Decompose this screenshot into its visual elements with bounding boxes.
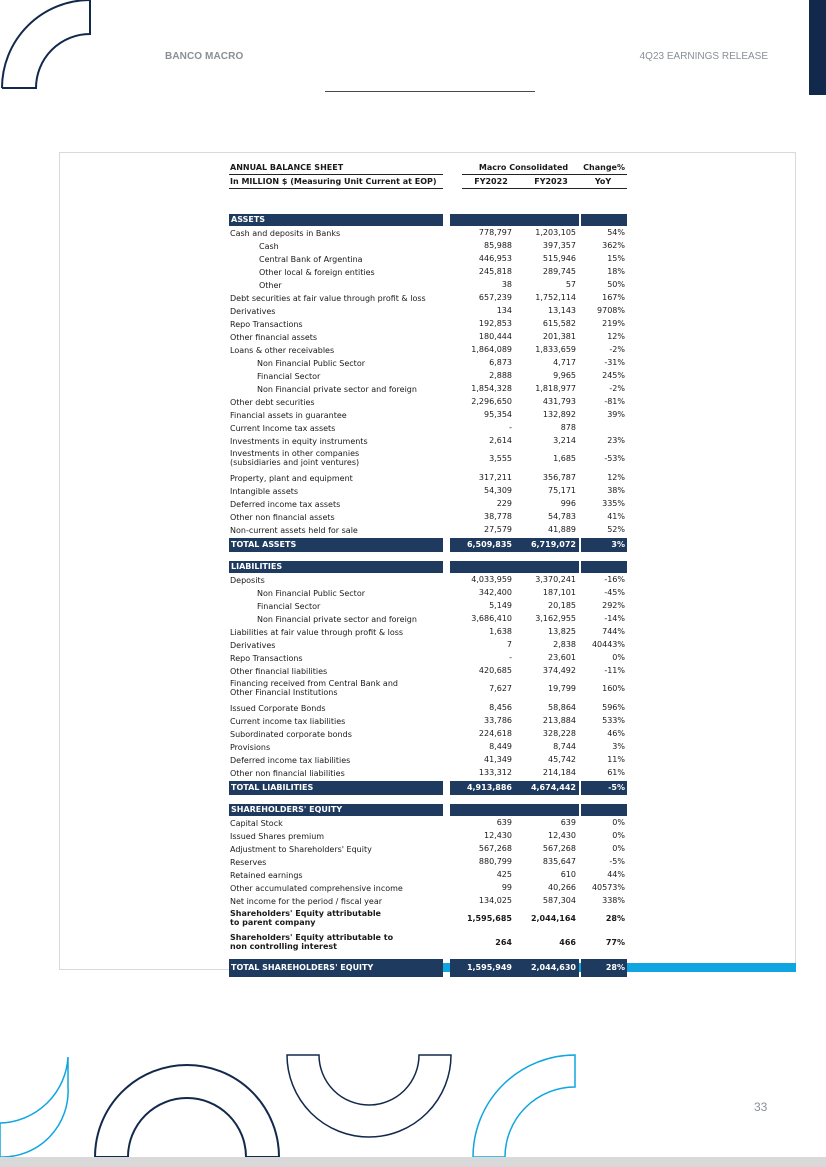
value-fy2023: 9,965 xyxy=(553,371,576,380)
report-title: 4Q23 EARNINGS RELEASE xyxy=(639,51,768,62)
value-change: -31% xyxy=(604,358,625,367)
table-row xyxy=(229,599,627,612)
table-row xyxy=(229,447,627,471)
value-change: 50% xyxy=(607,280,625,289)
value-fy2022: 4,033,959 xyxy=(471,575,512,584)
value-change: 77% xyxy=(605,938,625,947)
table-row xyxy=(229,291,627,304)
total-change: 28% xyxy=(605,963,625,972)
value-change: -16% xyxy=(604,575,625,584)
table-title: ANNUAL BALANCE SHEET xyxy=(230,163,344,172)
value-fy2023: 3,162,955 xyxy=(535,614,576,623)
total-liabilities-row xyxy=(229,781,627,795)
section-equity xyxy=(229,804,627,816)
table-row xyxy=(229,612,627,625)
value-fy2022: 6,873 xyxy=(489,358,512,367)
value-fy2023: 23,601 xyxy=(548,653,576,662)
value-fy2022: 264 xyxy=(495,938,512,947)
col-yoy: YoY xyxy=(594,177,612,186)
row-label: Current income tax liabilities xyxy=(230,717,346,726)
value-change: 54% xyxy=(607,228,625,237)
table-header-row-2 xyxy=(229,176,627,190)
table-row xyxy=(229,868,627,881)
value-fy2023: 2,044,164 xyxy=(530,914,576,923)
value-fy2022: 7 xyxy=(506,640,512,649)
row-label: Central Bank of Argentina xyxy=(259,255,363,264)
table-row xyxy=(229,395,627,408)
row-label: Non Financial private sector and foreign xyxy=(257,615,417,624)
row-label: Capital Stock xyxy=(230,819,283,828)
value-change: 12% xyxy=(607,332,625,341)
row-label: Financial Sector xyxy=(257,372,321,381)
table-row xyxy=(229,382,627,395)
value-fy2022: - xyxy=(509,653,512,662)
value-fy2023: 12,430 xyxy=(548,831,576,840)
value-change: 44% xyxy=(607,870,625,879)
value-fy2023: 1,818,977 xyxy=(535,384,576,393)
value-change: 18% xyxy=(607,267,625,276)
table-row xyxy=(229,727,627,740)
value-change: -11% xyxy=(604,666,625,675)
value-change: 533% xyxy=(602,716,625,725)
value-fy2023: 878 xyxy=(560,423,576,432)
row-label: Non Financial Public Sector xyxy=(257,359,366,368)
value-fy2023: 1,833,659 xyxy=(535,345,576,354)
value-fy2023: 20,185 xyxy=(548,601,576,610)
total-fy2023: 4,674,442 xyxy=(530,783,576,792)
value-fy2023: 19,799 xyxy=(548,684,576,693)
value-fy2023: 54,783 xyxy=(548,512,576,521)
value-fy2022: 1,595,685 xyxy=(466,914,512,923)
value-fy2023: 1,685 xyxy=(553,454,576,463)
table-row xyxy=(229,625,627,638)
value-change: 167% xyxy=(602,293,625,302)
table-row xyxy=(229,740,627,753)
table-row xyxy=(229,677,627,701)
row-label: Non-current assets held for sale xyxy=(230,526,358,535)
decorative-arc-graphic xyxy=(0,0,140,100)
value-fy2022: 1,638 xyxy=(489,627,512,636)
value-fy2022: 8,456 xyxy=(489,703,512,712)
value-change: 245% xyxy=(602,371,625,380)
row-label: Financing received from Central Bank and Other Financial Institutions xyxy=(230,679,398,697)
table-row xyxy=(229,265,627,278)
value-fy2022: 33,786 xyxy=(484,716,512,725)
value-fy2022: 245,818 xyxy=(478,267,512,276)
row-label: Other debt securities xyxy=(230,398,315,407)
table-row xyxy=(229,664,627,677)
decorative-bottom-arcs xyxy=(0,1053,580,1157)
value-fy2022: 134 xyxy=(496,306,512,315)
value-fy2022: 192,853 xyxy=(478,319,512,328)
value-fy2023: 213,884 xyxy=(542,716,576,725)
value-fy2023: 515,946 xyxy=(542,254,576,263)
row-label: Shareholders' Equity attributable to parent company xyxy=(230,909,381,927)
value-change: 0% xyxy=(612,831,625,840)
row-label: Cash xyxy=(259,242,279,251)
bank-name: BANCO MACRO xyxy=(165,51,244,62)
value-change: -2% xyxy=(609,345,625,354)
value-fy2022: 3,686,410 xyxy=(471,614,512,623)
row-label: Liabilities at fair value through profit & loss xyxy=(230,628,404,637)
value-fy2023: 289,745 xyxy=(542,267,576,276)
value-fy2023: 639 xyxy=(560,818,576,827)
value-fy2023: 328,228 xyxy=(542,729,576,738)
value-fy2023: 615,582 xyxy=(542,319,576,328)
value-change: 9708% xyxy=(597,306,625,315)
value-change: 11% xyxy=(607,755,625,764)
header-rule xyxy=(325,91,535,92)
value-fy2022: 12,430 xyxy=(484,831,512,840)
row-label: Investments in other companies (subsidiaries and joint ventures) xyxy=(230,449,360,467)
total-fy2022: 1,595,949 xyxy=(466,963,512,972)
table-row xyxy=(229,816,627,829)
total-label: TOTAL ASSETS xyxy=(231,540,297,549)
value-fy2022: 38 xyxy=(501,280,512,289)
table-row xyxy=(229,638,627,651)
row-label: Other non financial liabilities xyxy=(230,769,345,778)
balance-sheet-table xyxy=(229,162,627,977)
table-row xyxy=(229,881,627,894)
row-label: Other financial assets xyxy=(230,333,318,342)
value-fy2022: 133,312 xyxy=(478,768,512,777)
value-fy2023: 397,357 xyxy=(542,241,576,250)
row-label: Derivatives xyxy=(230,307,276,316)
table-row xyxy=(229,356,627,369)
table-row xyxy=(229,855,627,868)
row-label: Repo Transactions xyxy=(230,320,303,329)
value-change: -53% xyxy=(604,454,625,463)
section-liabilities xyxy=(229,561,627,573)
table-row xyxy=(229,252,627,265)
row-label: Other non financial assets xyxy=(230,513,335,522)
table-row xyxy=(229,408,627,421)
value-fy2023: 3,370,241 xyxy=(535,575,576,584)
value-fy2023: 8,744 xyxy=(553,742,576,751)
value-fy2022: 2,888 xyxy=(489,371,512,380)
row-label: Derivatives xyxy=(230,641,276,650)
value-fy2022: 180,444 xyxy=(478,332,512,341)
value-change: 40573% xyxy=(591,883,625,892)
row-label: Retained earnings xyxy=(230,871,303,880)
row-label: Loans & other receivables xyxy=(230,346,335,355)
value-change: 338% xyxy=(602,896,625,905)
table-row xyxy=(229,421,627,434)
table-row xyxy=(229,343,627,356)
row-label: Cash and deposits in Banks xyxy=(230,229,341,238)
row-label: Deferred income tax liabilities xyxy=(230,756,351,765)
value-change: 596% xyxy=(602,703,625,712)
table-row xyxy=(229,278,627,291)
table-row xyxy=(229,829,627,842)
section-title: SHAREHOLDERS' EQUITY xyxy=(231,805,343,814)
page-number: 33 xyxy=(754,1100,768,1114)
value-fy2023: 132,892 xyxy=(542,410,576,419)
table-header-row-1 xyxy=(229,162,627,176)
value-fy2022: - xyxy=(509,423,512,432)
value-change: 28% xyxy=(605,914,625,923)
value-fy2023: 40,266 xyxy=(548,883,576,892)
total-fy2022: 4,913,886 xyxy=(466,783,512,792)
value-fy2023: 13,143 xyxy=(548,306,576,315)
value-fy2023: 201,381 xyxy=(542,332,576,341)
row-label: Subordinated corporate bonds xyxy=(230,730,352,739)
total-fy2023: 2,044,630 xyxy=(530,963,576,972)
value-fy2022: 880,799 xyxy=(478,857,512,866)
row-label: Repo Transactions xyxy=(230,654,303,663)
table-row xyxy=(229,714,627,727)
total-equity-row xyxy=(229,959,627,977)
value-fy2023: 1,203,105 xyxy=(535,228,576,237)
value-change: 362% xyxy=(602,241,625,250)
value-change: 0% xyxy=(612,844,625,853)
value-fy2022: 778,797 xyxy=(478,228,512,237)
value-change: 160% xyxy=(602,684,625,693)
row-label: Other financial liabilities xyxy=(230,667,328,676)
value-fy2022: 95,354 xyxy=(484,410,512,419)
table-row xyxy=(229,651,627,664)
value-fy2022: 8,449 xyxy=(489,742,512,751)
table-row xyxy=(229,842,627,855)
value-fy2023: 356,787 xyxy=(542,473,576,482)
table-row xyxy=(229,317,627,330)
value-fy2022: 1,864,089 xyxy=(471,345,512,354)
value-fy2022: 446,953 xyxy=(478,254,512,263)
value-fy2023: 58,864 xyxy=(548,703,576,712)
section-title: LIABILITIES xyxy=(231,562,283,571)
value-fy2023: 466 xyxy=(559,938,576,947)
row-label: Financial Sector xyxy=(257,602,321,611)
value-fy2022: 85,988 xyxy=(484,241,512,250)
value-fy2022: 3,555 xyxy=(489,454,512,463)
value-fy2023: 2,838 xyxy=(553,640,576,649)
value-change: 0% xyxy=(612,818,625,827)
value-change: 15% xyxy=(607,254,625,263)
table-row xyxy=(229,894,627,907)
value-fy2023: 1,752,114 xyxy=(535,293,576,302)
value-change: 52% xyxy=(607,525,625,534)
total-assets-row xyxy=(229,538,627,552)
value-change: 38% xyxy=(607,486,625,495)
total-label: TOTAL SHAREHOLDERS' EQUITY xyxy=(231,963,374,972)
footer-strip xyxy=(0,1157,826,1167)
value-change: -14% xyxy=(604,614,625,623)
value-fy2022: 41,349 xyxy=(484,755,512,764)
row-label: Provisions xyxy=(230,743,271,752)
row-label: Non Financial private sector and foreign xyxy=(257,385,417,394)
value-change: 40443% xyxy=(591,640,625,649)
table-row xyxy=(229,304,627,317)
value-fy2023: 996 xyxy=(560,499,576,508)
table-row xyxy=(229,907,627,931)
table-row xyxy=(229,369,627,382)
value-fy2023: 187,101 xyxy=(542,588,576,597)
value-change: 292% xyxy=(602,601,625,610)
total-fy2022: 6,509,835 xyxy=(466,540,512,549)
row-label: Debt securities at fair value through profit & loss xyxy=(230,294,426,303)
value-fy2022: 1,854,328 xyxy=(471,384,512,393)
value-fy2023: 374,492 xyxy=(542,666,576,675)
row-label: Adjustment to Shareholders' Equity xyxy=(230,845,372,854)
row-label: Shareholders' Equity attributable to non controlling interest xyxy=(230,933,394,951)
value-change: -5% xyxy=(609,857,625,866)
table-subtitle: In MILLION $ (Measuring Unit Current at EOP) xyxy=(230,177,437,186)
row-label: Net income for the period / fiscal year xyxy=(230,897,383,906)
table-row xyxy=(229,573,627,586)
value-change: 41% xyxy=(607,512,625,521)
table-row xyxy=(229,753,627,766)
value-change: 3% xyxy=(612,742,625,751)
table-row xyxy=(229,510,627,523)
row-label: Property, plant and equipment xyxy=(230,474,353,483)
value-change: 23% xyxy=(607,436,625,445)
table-row xyxy=(229,434,627,447)
value-fy2022: 420,685 xyxy=(478,666,512,675)
value-fy2022: 99 xyxy=(501,883,512,892)
total-label: TOTAL LIABILITIES xyxy=(231,783,314,792)
col-fy2022: FY2022 xyxy=(474,177,508,186)
value-fy2022: 425 xyxy=(496,870,512,879)
value-fy2023: 13,825 xyxy=(548,627,576,636)
value-change: 39% xyxy=(607,410,625,419)
change-header: Change% xyxy=(583,163,625,172)
section-assets xyxy=(229,214,627,226)
value-fy2023: 567,268 xyxy=(542,844,576,853)
row-label: Other local & foreign entities xyxy=(259,268,375,277)
value-fy2023: 587,304 xyxy=(542,896,576,905)
value-fy2023: 45,742 xyxy=(548,755,576,764)
value-fy2022: 27,579 xyxy=(484,525,512,534)
table-row xyxy=(229,239,627,252)
value-fy2022: 657,239 xyxy=(478,293,512,302)
value-change: -45% xyxy=(604,588,625,597)
value-fy2023: 214,184 xyxy=(542,768,576,777)
row-label: Non Financial Public Sector xyxy=(257,589,366,598)
value-change: 744% xyxy=(602,627,625,636)
row-label: Deferred income tax assets xyxy=(230,500,341,509)
value-change: 0% xyxy=(612,653,625,662)
total-change: -5% xyxy=(608,783,625,792)
table-row xyxy=(229,226,627,239)
value-change: 335% xyxy=(602,499,625,508)
value-fy2022: 2,296,650 xyxy=(471,397,512,406)
value-fy2022: 567,268 xyxy=(478,844,512,853)
value-fy2023: 4,717 xyxy=(553,358,576,367)
table-row xyxy=(229,766,627,779)
value-change: -2% xyxy=(609,384,625,393)
total-fy2023: 6,719,072 xyxy=(530,540,576,549)
value-change: 12% xyxy=(607,473,625,482)
table-row xyxy=(229,497,627,510)
value-fy2022: 5,149 xyxy=(489,601,512,610)
row-label: Other accumulated comprehensive income xyxy=(230,884,403,893)
table-row xyxy=(229,330,627,343)
row-label: Reserves xyxy=(230,858,267,867)
table-row xyxy=(229,931,627,955)
value-fy2022: 2,614 xyxy=(489,436,512,445)
value-fy2022: 639 xyxy=(496,818,512,827)
value-fy2022: 317,211 xyxy=(478,473,512,482)
value-fy2023: 41,889 xyxy=(548,525,576,534)
value-fy2023: 610 xyxy=(560,870,576,879)
value-fy2022: 7,627 xyxy=(489,684,512,693)
row-label: Current Income tax assets xyxy=(230,424,336,433)
row-label: Deposits xyxy=(230,576,265,585)
value-fy2022: 134,025 xyxy=(478,896,512,905)
side-tab xyxy=(809,0,826,95)
value-fy2023: 75,171 xyxy=(548,486,576,495)
value-fy2022: 342,400 xyxy=(478,588,512,597)
value-fy2023: 431,793 xyxy=(542,397,576,406)
value-fy2022: 54,309 xyxy=(484,486,512,495)
value-change: -81% xyxy=(604,397,625,406)
section-title: ASSETS xyxy=(231,215,266,224)
table-row xyxy=(229,523,627,536)
table-row xyxy=(229,586,627,599)
col-fy2023: FY2023 xyxy=(534,177,568,186)
row-label: Issued Shares premium xyxy=(230,832,325,841)
value-change: 46% xyxy=(607,729,625,738)
row-label: Financial assets in guarantee xyxy=(230,411,347,420)
value-fy2022: 224,618 xyxy=(478,729,512,738)
table-row xyxy=(229,471,627,484)
value-change: 219% xyxy=(602,319,625,328)
value-fy2023: 835,647 xyxy=(542,857,576,866)
row-label: Issued Corporate Bonds xyxy=(230,704,326,713)
value-change: 61% xyxy=(607,768,625,777)
group-header: Macro Consolidated xyxy=(478,163,569,172)
row-label: Investments in equity instruments xyxy=(230,437,368,446)
table-row xyxy=(229,484,627,497)
row-label: Other xyxy=(259,281,282,290)
row-label: Intangible assets xyxy=(230,487,299,496)
value-fy2022: 38,778 xyxy=(484,512,512,521)
value-fy2023: 3,214 xyxy=(553,436,576,445)
value-fy2022: 229 xyxy=(496,499,512,508)
value-fy2023: 57 xyxy=(565,280,576,289)
total-change: 3% xyxy=(611,540,625,549)
table-row xyxy=(229,701,627,714)
